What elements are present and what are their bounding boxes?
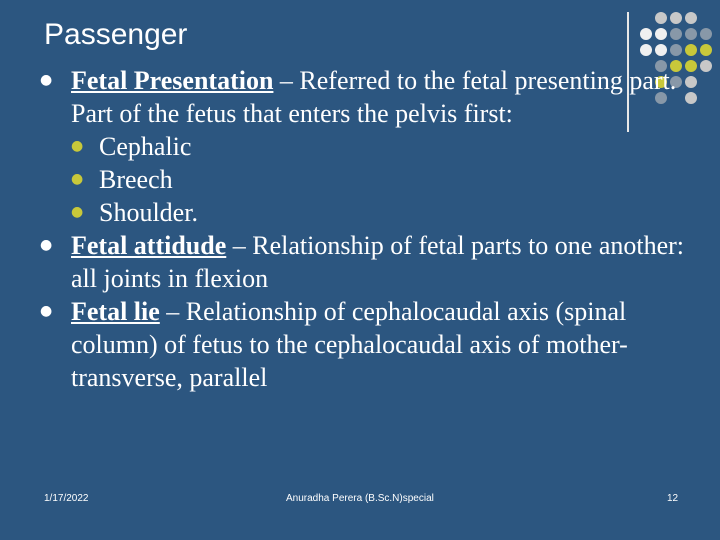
decorative-dot — [700, 60, 712, 72]
decorative-dot — [685, 12, 697, 24]
item-lead: Fetal attidude — [71, 231, 227, 260]
decorative-dot — [640, 28, 652, 40]
bullet-item-presentation — [40, 64, 700, 229]
bullet-list — [40, 64, 700, 394]
decorative-dot — [655, 44, 667, 56]
bullet-item-lie — [40, 295, 700, 394]
bullet-icon: ● — [71, 138, 84, 154]
sub-item-shoulder — [71, 196, 700, 229]
sub-item-label: Cephalic — [99, 132, 192, 161]
decorative-dot — [700, 44, 712, 56]
decorative-dot — [670, 44, 682, 56]
decorative-dot — [685, 28, 697, 40]
item-text: – Relationship of cephalocaudal axis (spinal column) of fetus to the cephalocaudal axis of mother- transverse, parallel — [71, 297, 628, 392]
bullet-icon: ● — [40, 303, 53, 319]
item-text: – Referred to the fetal presenting part. Part of the fetus that enters the pelvis first: — [71, 66, 677, 128]
decorative-dot — [655, 28, 667, 40]
decorative-dot — [655, 12, 667, 24]
item-lead: Fetal Presentation — [71, 66, 274, 95]
item-text: – Relationship of fetal parts to one another: all joints in flexion — [71, 231, 685, 293]
bullet-icon: ● — [40, 237, 53, 253]
decorative-dot — [670, 28, 682, 40]
decorative-dot — [685, 44, 697, 56]
decorative-dot — [700, 28, 712, 40]
bullet-icon: ● — [71, 171, 84, 187]
slide-title: Passenger — [44, 18, 188, 51]
bullet-item-attitude — [40, 229, 700, 295]
bullet-icon: ● — [40, 72, 53, 88]
item-lead: Fetal lie — [71, 297, 160, 326]
sub-item-label: Shoulder. — [99, 198, 198, 227]
decorative-dot — [640, 44, 652, 56]
sub-item-cephalic — [71, 130, 700, 163]
page-number: 12 — [667, 493, 679, 504]
sub-item-breech — [71, 163, 700, 196]
footer-author: Anuradha Perera (B.Sc.N)special — [286, 493, 434, 504]
footer-date: 1/17/2022 — [44, 493, 89, 504]
decorative-dot — [670, 12, 682, 24]
bullet-icon: ● — [71, 204, 84, 220]
sub-item-label: Breech — [99, 165, 173, 194]
